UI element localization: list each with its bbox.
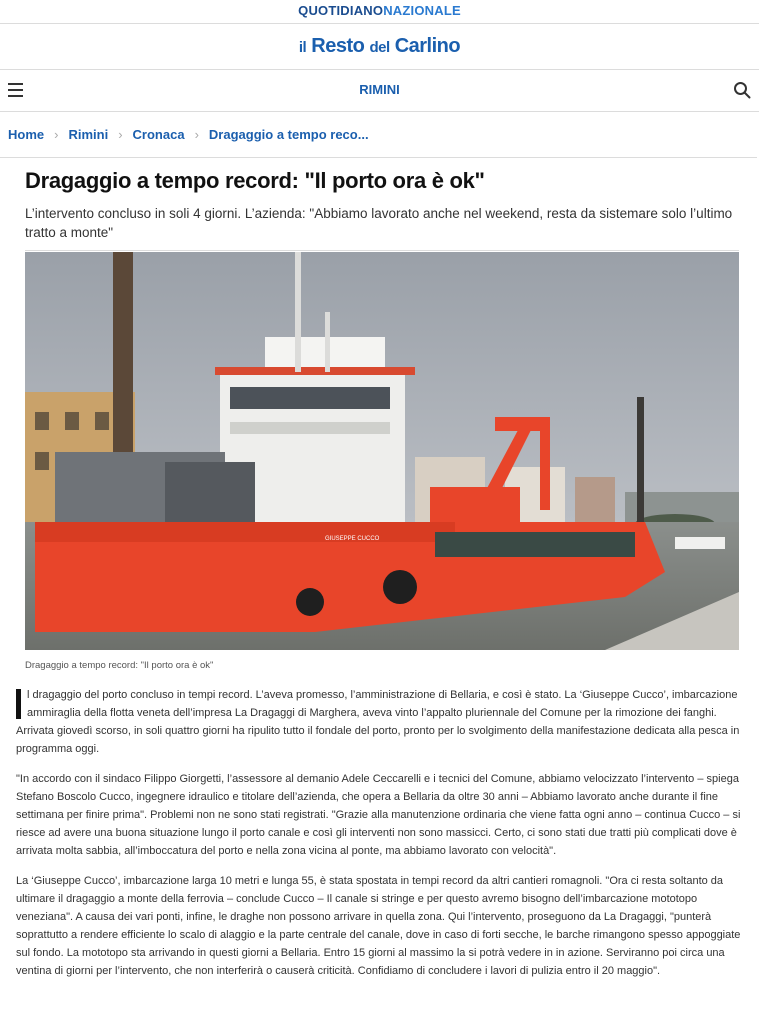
chevron-right-icon: ›	[118, 127, 123, 142]
paragraph-3: La ‘Giuseppe Cucco’, imbarcazione larga 10 metri e lunga 55, è stata spostata in tempi record da altri cantieri romagnoli. "Ora ci resta soltanto da ultimare il dragaggio a monte della ferrovia – conclude Cucco – Il canale si stringe e per questo avremo bisogno dell’imbarcazione mototopo veneziana". A causa dei vari ponti, infine, le draghe non possono arrivare in quella zona. Qui l’intervento, proseguono da La Dragaggi, "punterà soprattutto a rendere efficiente lo scalo di alaggio e la parte centrale del canale, dove in caso di forti secche, le barche rimangono spesso appoggiate sul fondo. La mototopo sta arrivando in questi giorni a Bellaria. Entro 15 giorni al massimo la si potrà vedere in in azione. Serviranno poi circa una ventina di giorni per l’intervento, che non interferirà o causerà criticità. Confidiamo di concludere i lavori di pulizia entro il 20 maggio".	[16, 875, 741, 977]
site-logo[interactable]: il Resto del Carlino	[298, 35, 461, 57]
network-logo[interactable]: QUOTIDIANONAZIONALE	[298, 3, 461, 18]
section-nav	[0, 70, 759, 112]
photo-caption: Dragaggio a tempo record: "Il porto ora è ok"	[25, 660, 214, 671]
breadcrumb-current[interactable]: Dragaggio a tempo reco...	[208, 127, 369, 142]
paragraph-1: l dragaggio del porto concluso in tempi record. L’aveva promesso, l’amministrazione di Bellaria, e così è stato. La ‘Giuseppe Cucco’, imbarcazione ammiraglia della flotta veneta dell’impresa La Dragaggi di Marghera, aveva vinto l’appalto pluriennale del Comune per la rimozione dei fanghi. Arrivata giovedì scorso, in soli quattro giorni ha ripulito tutto il fondale del porto, pronto per lo svolgimento della manifestazione dedicata alla pesca in programma oggi.	[16, 689, 740, 755]
section-title[interactable]: RIMINI	[359, 82, 400, 97]
breadcrumb-cronaca[interactable]: Cronaca	[132, 127, 185, 142]
article-header	[25, 168, 739, 251]
breadcrumb	[0, 112, 757, 158]
dredger-boat-image	[25, 252, 739, 650]
network-bar	[0, 0, 759, 24]
chevron-right-icon: ›	[194, 127, 199, 142]
article-photo[interactable]	[25, 252, 739, 650]
boat-name-text: GIUSEPPE CUCCO	[325, 536, 380, 542]
breadcrumb-rimini[interactable]: Rimini	[68, 127, 109, 142]
breadcrumb-home[interactable]: Home	[8, 127, 45, 142]
chevron-right-icon: ›	[54, 127, 59, 142]
article-title: Dragaggio a tempo record: "Il porto ora è ok"	[25, 168, 485, 193]
drop-cap-bar	[16, 689, 21, 719]
site-header	[0, 24, 759, 70]
search-icon[interactable]	[733, 81, 751, 99]
article-subtitle: L’intervento concluso in soli 4 giorni. L’azienda: "Abbiamo lavorato anche nel weekend, resta da sistemare solo l’ultimo tratto a monte"	[25, 204, 739, 251]
article-body	[16, 686, 743, 992]
paragraph-2: "In accordo con il sindaco Filippo Giorgetti, l’assessore al demanio Adele Ceccarelli e i tecnici del Comune, abbiamo velocizzato l’intervento – spiega Stefano Boscolo Cucco, ingegnere idraulico e titolare dell’azienda, che opera a Bellaria da oltre 30 anni – Abbiamo lavorato anche durante il fine settimana per finire prima". Problemi non ne sono stati registrati. "Grazie alla manutenzione ordinaria che viene fatta ogni anno – continua Cucco – si riesce ad avere una buona situazione lungo il porto canale e così gli interventi non sono massicci. Certo, ci sono stati due tratti più complicati dove è arrivata molta sabbia, all’imboccatura del porto e nella zona vicina al ponte, ma abbiamo lavorato con velocità".	[16, 773, 741, 857]
